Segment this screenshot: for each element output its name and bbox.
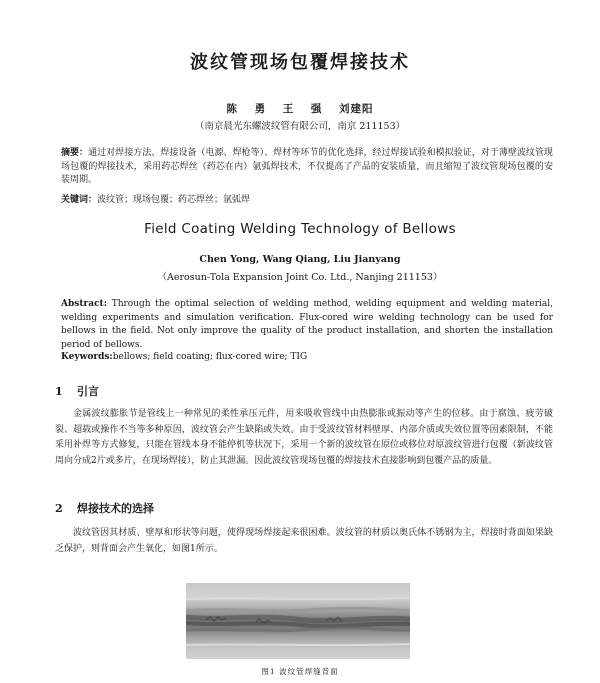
chinese-abstract [61,147,553,188]
section-2-number: 2 [55,502,63,515]
section-1-number: 1 [55,385,63,398]
weld-back-photo [186,583,410,659]
weld-seam-drawing [186,583,410,659]
chinese-title: 波纹管现场包覆焊接技术 [190,52,410,73]
figure-1-caption: 图1 波纹管焊缝背面 [261,667,339,676]
chinese-keywords-label: 关键词： [61,195,98,205]
chinese-keywords-text: 波纹管；现场包覆；药芯焊丝；氩弧焊 [97,195,251,205]
english-abstract-label: Abstract: [61,299,108,309]
section-1-paragraph: 金属波纹膨胀节是管线上一种常见的柔性承压元件，用来吸收管线中由热膨胀或振动等产生的位移。由于腐蚀、疲劳破裂、超载或操作不当等多种原因，波纹管会产生缺陷或失效。由于受波纹管材料壁厚、内部介质或失效位置等因素限制，不能采用补焊等方式修复，只能在管线本身不能停机等状况下，采用一个新的波纹管在原位或移位对原波纹管进行包覆（新波纹管周向分成2片或多片，在现场焊接），防止其泄漏。因此波纹管现场包覆的焊接技术直接影响到包覆产品的质量。 [55,409,553,466]
chinese-keywords [61,192,553,205]
english-abstract-text: Through the optimal selection of welding method, welding equipment and welding material, welding experiments and simulation verification. Flux-cored wire welding technology can be used for bellows in the field. Not only improve the quality of the product installation, and shorten the installation period of bellows. [61,299,553,350]
section-2-heading [55,500,154,516]
english-title: Field Coating Welding Technology of Bellows [144,221,456,237]
english-authors: Chen Yong, Wang Qiang, Liu Jianyang [199,254,401,265]
chinese-abstract-label: 摘要： [61,148,89,158]
chinese-authors: 陈 勇 王 强 刘建阳 [226,103,374,115]
section-2-paragraph: 波纹管因其材质、壁厚和形状等问题，使得现场焊接起来很困难。波纹管的材质以奥氏体不锈钢为主，焊接时背面如果缺乏保护，则背面会产生氧化，如图1所示。 [55,528,553,554]
english-keywords-text: bellows; field coating; flux-cored wire; TIG [112,352,308,362]
section-1-heading [55,383,99,399]
section-1-title: 引言 [77,385,99,398]
english-keywords-label: Keywords: [61,352,113,362]
english-affiliation: （Aerosun-Tola Expansion Joint Co. Ltd., Nanjing 211153） [157,272,443,283]
chinese-affiliation: （南京晨光东螺波纹管有限公司，南京 211153） [194,121,406,132]
english-abstract [61,298,553,352]
chinese-abstract-text: 通过对焊接方法、焊接设备（电源、焊枪等）、焊材等环节的优化选择，经过焊接试验和模拟验证，对于薄壁波纹管现场包覆的焊接技术，采用药芯焊丝（药芯在内）氩弧焊技术，不仅提高了产品的安装质量，而且缩短了波纹管现场包覆的安装周期。 [61,148,553,185]
section-2-title: 焊接技术的选择 [77,502,154,515]
english-keywords [61,352,553,362]
